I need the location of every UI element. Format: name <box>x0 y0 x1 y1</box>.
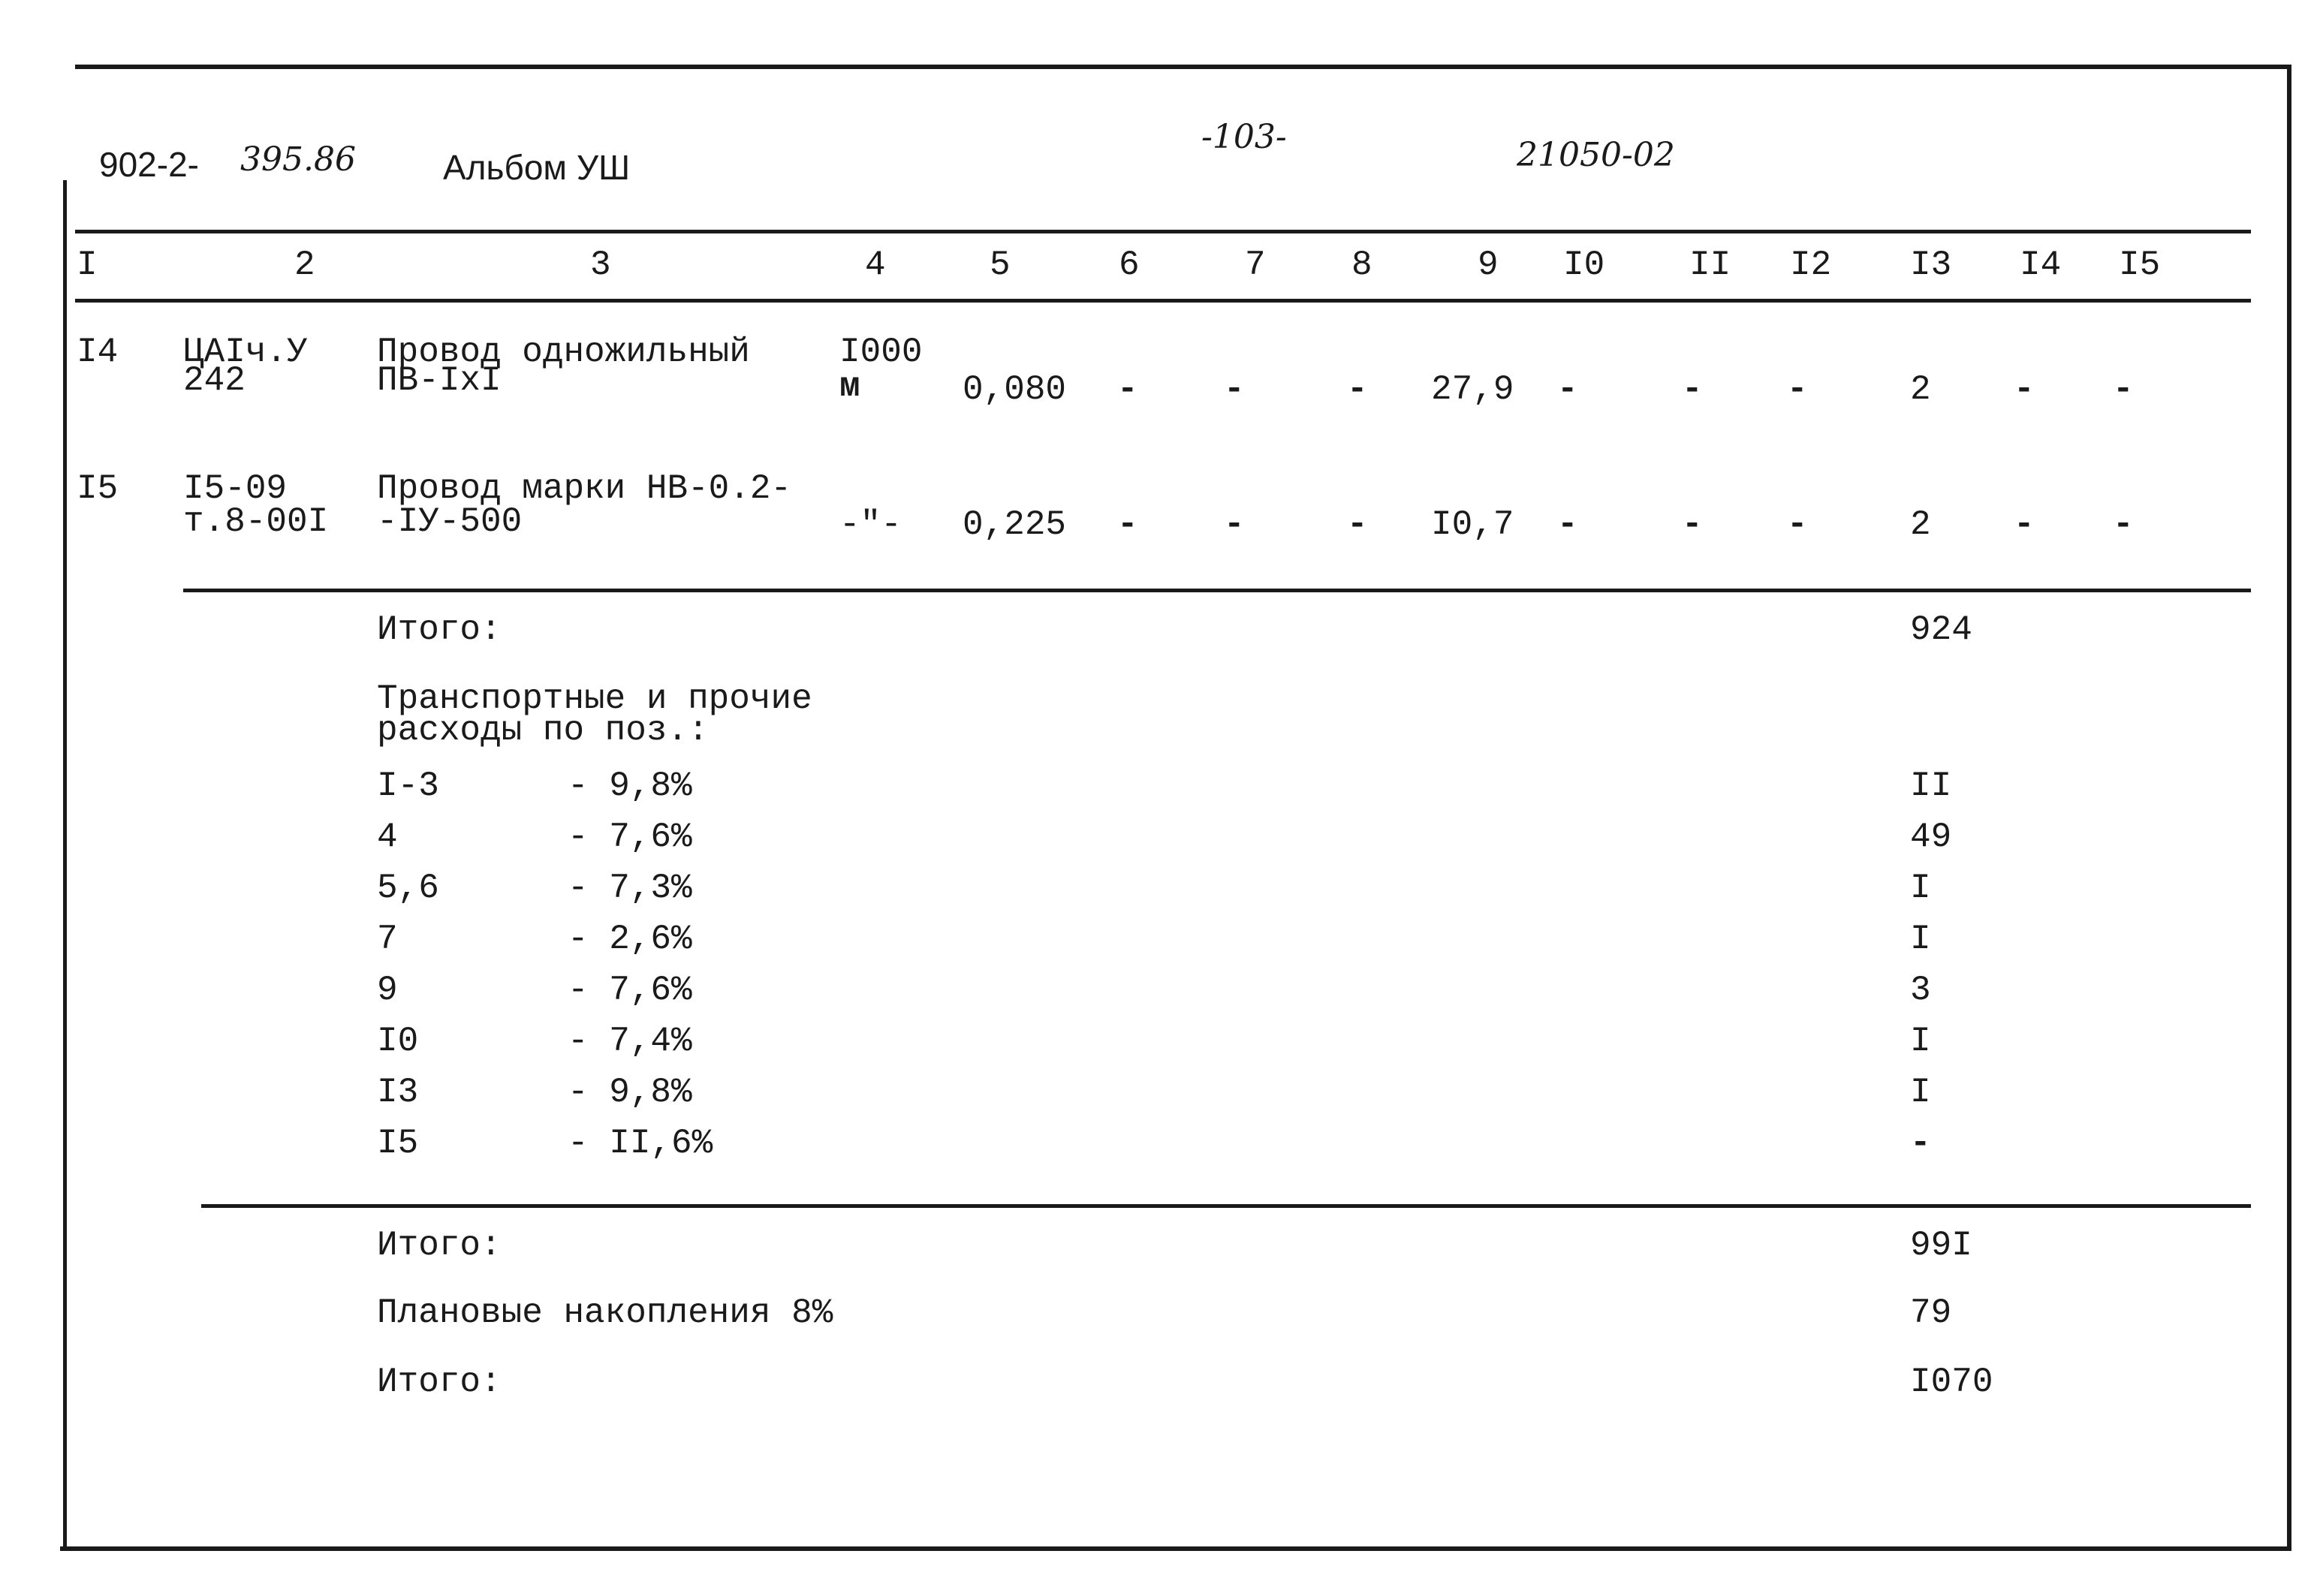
column-header: 2 <box>294 245 315 285</box>
rate-value: I <box>1910 920 1931 959</box>
header-rule-top <box>75 230 2251 233</box>
column-header: I2 <box>1790 245 1832 285</box>
row-col12: - <box>1787 370 1808 409</box>
column-header: 7 <box>1245 245 1266 285</box>
row-col7: - <box>1224 505 1245 544</box>
row-col8: - <box>1347 370 1368 409</box>
row-col14: - <box>2014 370 2035 409</box>
row-col7: - <box>1224 370 1245 409</box>
column-header: I4 <box>2020 245 2062 285</box>
rate-positions: I-3 <box>377 766 439 806</box>
row-name-line2: -IУ-500 <box>377 502 523 541</box>
row-col8: - <box>1347 505 1368 544</box>
column-header: 9 <box>1478 245 1499 285</box>
rate-positions: I0 <box>377 1022 419 1061</box>
rate-positions: 5,6 <box>377 869 439 908</box>
rate-percent: - II,6% <box>568 1124 713 1163</box>
column-header: 4 <box>865 245 886 285</box>
grand-total-label: Итого: <box>377 1363 502 1402</box>
row-col15: - <box>2113 505 2134 544</box>
row-number: I5 <box>77 469 119 508</box>
rate-value: - <box>1910 1124 1931 1163</box>
rate-value: I <box>1910 869 1931 908</box>
row-col13: 2 <box>1910 370 1931 409</box>
doc-number-prefix: 902-2- <box>99 145 199 184</box>
row-col10: - <box>1557 370 1578 409</box>
page-number: -103- <box>1201 118 1287 156</box>
row-col11: - <box>1682 505 1703 544</box>
rate-percent: - 9,8% <box>568 1073 692 1112</box>
row-unit-line1: I000 <box>839 333 923 372</box>
total-label: Итого: <box>377 610 502 649</box>
rate-value: 3 <box>1910 971 1931 1010</box>
column-header: 8 <box>1351 245 1372 285</box>
row-name-line2: ПВ-IxI <box>377 361 502 400</box>
column-header: 5 <box>990 245 1011 285</box>
row-col9: I0,7 <box>1431 505 1514 544</box>
rate-value: II <box>1910 766 1952 806</box>
row-code-line1: ЦАIч.У <box>183 333 308 372</box>
row-unit-line2: м <box>839 367 860 406</box>
column-header: I <box>77 245 98 285</box>
row-col6: - <box>1117 505 1138 544</box>
row-name-line1: Провод марки НВ-0.2- <box>377 469 792 508</box>
planned-savings-label: Плановые накопления 8% <box>377 1293 833 1333</box>
row-col11: - <box>1682 370 1703 409</box>
row-number: I4 <box>77 333 119 372</box>
row-col15: - <box>2113 370 2134 409</box>
rate-value: 49 <box>1910 818 1952 857</box>
column-header: I3 <box>1910 245 1952 285</box>
grand-total-value: I070 <box>1910 1363 1993 1402</box>
column-header: 6 <box>1119 245 1140 285</box>
row-col10: - <box>1557 505 1578 544</box>
row-col5: 0,080 <box>963 370 1067 409</box>
summary-divider <box>201 1204 2251 1208</box>
row-col14: - <box>2014 505 2035 544</box>
rate-percent: - 2,6% <box>568 920 692 959</box>
rate-percent: - 9,8% <box>568 766 692 806</box>
row-col12: - <box>1787 505 1808 544</box>
planned-savings-value: 79 <box>1910 1293 1952 1333</box>
frame-top <box>75 65 2291 69</box>
rate-value: I <box>1910 1073 1931 1112</box>
row-code-line2: т.8-00I <box>183 502 329 541</box>
table-divider <box>183 589 2251 592</box>
rate-percent: - 7,4% <box>568 1022 692 1061</box>
rate-positions: I5 <box>377 1124 419 1163</box>
column-header: 3 <box>590 245 611 285</box>
row-code-line2: 242 <box>183 361 246 400</box>
frame-left <box>63 180 67 1551</box>
column-header: I5 <box>2119 245 2161 285</box>
doc-number-suffix: 395.86 <box>240 140 356 179</box>
row-unit-line2: -"- <box>839 505 902 544</box>
rate-positions: 4 <box>377 818 398 857</box>
rate-percent: - 7,6% <box>568 971 692 1010</box>
row-col9: 27,9 <box>1431 370 1514 409</box>
frame-right <box>2287 65 2291 1551</box>
column-header: II <box>1689 245 1731 285</box>
album-title: Альбом УШ <box>443 148 631 187</box>
document-code: 21050-02 <box>1517 136 1675 174</box>
rate-positions: 9 <box>377 971 398 1010</box>
row-code-line1: I5-09 <box>183 469 288 508</box>
transport-label-line1: Транспортные и прочие <box>377 679 812 718</box>
rate-percent: - 7,6% <box>568 818 692 857</box>
transport-label-line2: расходы по поз.: <box>377 711 709 750</box>
rate-value: I <box>1910 1022 1931 1061</box>
total-value: 924 <box>1910 610 1972 649</box>
total-value: 99I <box>1910 1226 1972 1265</box>
rate-percent: - 7,3% <box>568 869 692 908</box>
rate-positions: I3 <box>377 1073 419 1112</box>
row-col5: 0,225 <box>963 505 1067 544</box>
row-col13: 2 <box>1910 505 1931 544</box>
header-rule-bottom <box>75 299 2251 303</box>
rate-positions: 7 <box>377 920 398 959</box>
column-header: I0 <box>1563 245 1605 285</box>
row-name-line1: Провод одножильный <box>377 333 750 372</box>
frame-bottom <box>60 1546 2291 1551</box>
total-label: Итого: <box>377 1226 502 1265</box>
row-col6: - <box>1117 370 1138 409</box>
